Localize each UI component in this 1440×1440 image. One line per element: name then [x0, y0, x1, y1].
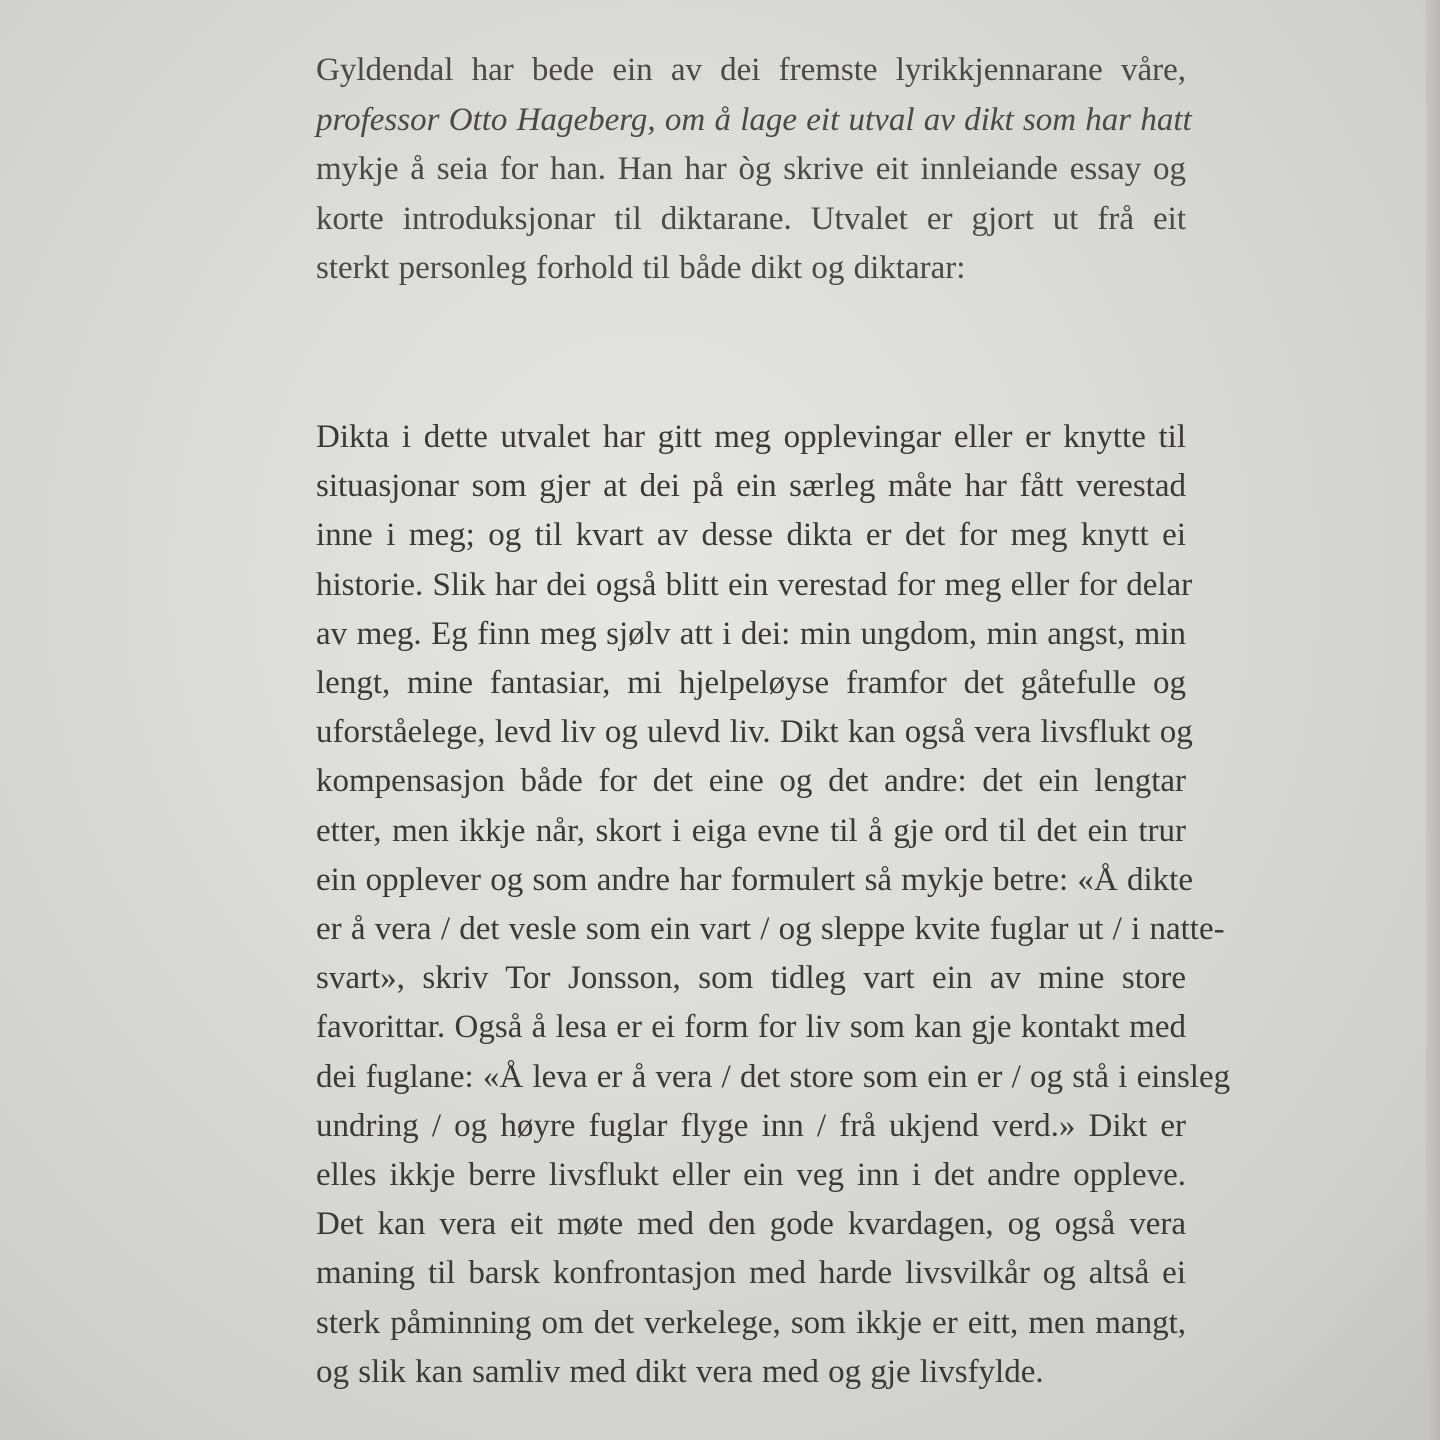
intro-line-text: sterkt personleg forhold til både dikt og diktarar:: [316, 250, 966, 286]
body-line: favorittar. Også å lesa er ei form for liv som kan gje kontakt med: [316, 1009, 1186, 1046]
body-line: og slik kan samliv med dikt vera med og gje livsfylde.: [316, 1353, 1044, 1390]
intro-line-text: Gyldendal har bede ein av dei fremste lyrikkjennarane våre,: [316, 52, 1186, 88]
body-line: er å vera / det vesle som ein vart / og sleppe kvite fuglar ut / i natte-: [316, 911, 1225, 948]
intro-line: [316, 96, 1192, 146]
intro-line-text: mykje å seia for han. Han har òg skrive eit innleiande essay og: [316, 151, 1186, 187]
intro-line-text: professor Otto Hageberg, om å lage eit utval av dikt som har hatt: [316, 101, 1192, 138]
body-line: inne i meg; og til kvart av desse dikta er det for meg knytt ei: [316, 517, 1186, 554]
body-line: uforståelege, levd liv og ulevd liv. Dikt kan også vera livsflukt og: [316, 714, 1193, 751]
body-line: historie. Slik har dei også blitt ein verestad for meg eller for delar: [316, 566, 1193, 603]
page-edge: [1426, 0, 1440, 1440]
body-line: ein opplever og som andre har formulert så mykje betre: «Å dikte: [316, 861, 1193, 898]
intro-line: [316, 46, 1186, 96]
intro-line: [316, 244, 1186, 294]
body-line: undring / og høyre fuglar flyge inn / frå ukjend verd.» Dikt er: [316, 1107, 1186, 1144]
body-line: sterk påminning om det verkelege, som ikkje er eitt, men mangt,: [316, 1304, 1186, 1341]
intro-paragraph: [316, 46, 1192, 294]
body-paragraph: [316, 413, 1231, 1397]
body-line: lengt, mine fantasiar, mi hjelpeløyse framfor det gåtefulle og: [316, 665, 1186, 702]
body-line: dei fuglane: «Å leva er å vera / det store som ein er / og stå i einsleg: [316, 1058, 1231, 1095]
body-line: Det kan vera eit møte med den gode kvardagen, og også vera: [316, 1206, 1186, 1243]
intro-line-text: korte introduksjonar til diktarane. Utvalet er gjort ut frå eit: [316, 200, 1186, 237]
body-line: kompensasjon både for det eine og det andre: det ein lengtar: [316, 763, 1186, 800]
body-line: situasjonar som gjer at dei på ein særleg måte har fått verestad: [316, 468, 1186, 505]
body-line: svart», skriv Tor Jonsson, som tidleg vart ein av mine store: [316, 960, 1186, 997]
body-line: Dikta i dette utvalet har gitt meg opplevingar eller er knytte til: [316, 419, 1186, 455]
body-line: av meg. Eg finn meg sjølv att i dei: min ungdom, min angst, min: [316, 615, 1186, 652]
intro-line: [316, 145, 1186, 195]
body-line: maning til barsk konfrontasjon med harde livsvilkår og altså ei: [316, 1255, 1186, 1292]
intro-line: [316, 195, 1186, 245]
body-line: elles ikkje berre livsflukt eller ein veg inn i det andre oppleve.: [316, 1157, 1186, 1194]
body-line: etter, men ikkje når, skort i eiga evne til å gje ord til det ein trur: [316, 812, 1186, 849]
